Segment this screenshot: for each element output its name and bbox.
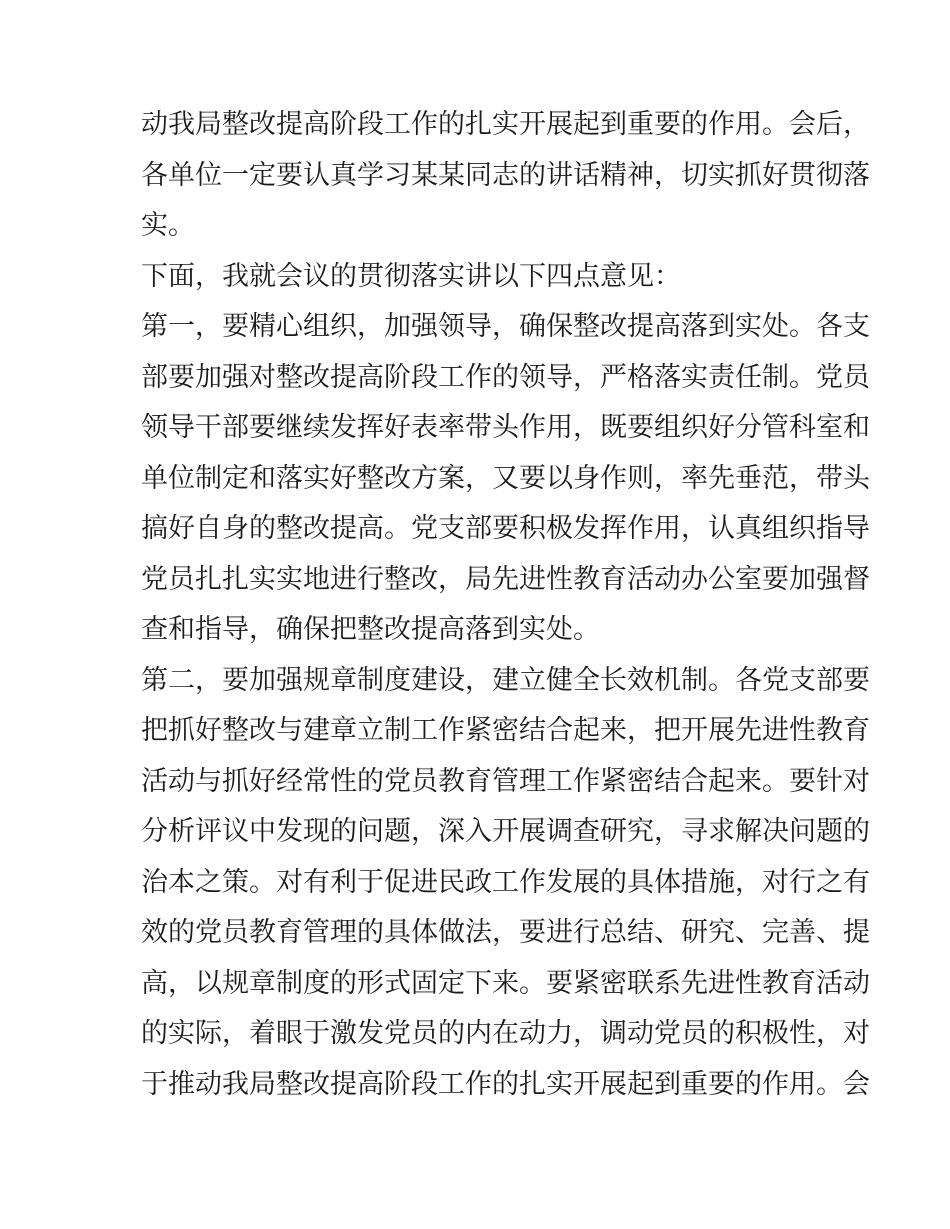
text-line: 的实际，着眼于激发党员的内在动力，调动党员的积极性，对 xyxy=(141,1018,870,1049)
text-line: 实。 xyxy=(141,210,195,241)
text-line: 高，以规章制度的形式固定下来。要紧密联系先进性教育活动 xyxy=(141,967,870,999)
body-text xyxy=(141,100,870,1110)
text-line: 动我局整改提高阶段工作的扎实开展起到重要的作用。会后， xyxy=(141,109,870,140)
text-line: 第一，要精心组织，加强领导，确保整改提高落到实处。各支 xyxy=(141,311,870,342)
text-line: 效的党员教育管理的具体做法，要进行总结、研究、完善、提 xyxy=(141,917,870,948)
text-line: 第二，要加强规章制度建设，建立健全长效机制。各党支部要 xyxy=(141,664,870,696)
text-line: 治本之策。对有利于促进民政工作发展的具体措施，对行之有 xyxy=(141,866,870,898)
text-line: 领导干部要继续发挥好表率带头作用，既要组织好分管科室和 xyxy=(141,412,870,443)
text-line: 把抓好整改与建章立制工作紧密结合起来，把开展先进性教育 xyxy=(141,715,870,746)
text-line: 活动与抓好经常性的党员教育管理工作紧密结合起来。要针对 xyxy=(141,765,870,797)
text-line: 查和指导，确保把整改提高落到实处。 xyxy=(141,614,600,645)
text-line: 各单位一定要认真学习某某同志的讲话精神，切实抓好贯彻落 xyxy=(141,159,870,191)
text-line: 单位制定和落实好整改方案，又要以身作则，率先垂范，带头 xyxy=(141,462,870,494)
text-line: 党员扎扎实实地进行整改，局先进性教育活动办公室要加强督 xyxy=(141,563,870,595)
text-line: 搞好自身的整改提高。党支部要积极发挥作用，认真组织指导 xyxy=(141,513,870,544)
text-line: 于推动我局整改提高阶段工作的扎实开展起到重要的作用。会 xyxy=(141,1068,870,1100)
text-line: 分析评议中发现的问题，深入开展调查研究，寻求解决问题的 xyxy=(141,816,870,847)
text-line: 部要加强对整改提高阶段工作的领导，严格落实责任制。党员 xyxy=(141,361,870,393)
text-line: 下面，我就会议的贯彻落实讲以下四点意见： xyxy=(141,260,681,292)
